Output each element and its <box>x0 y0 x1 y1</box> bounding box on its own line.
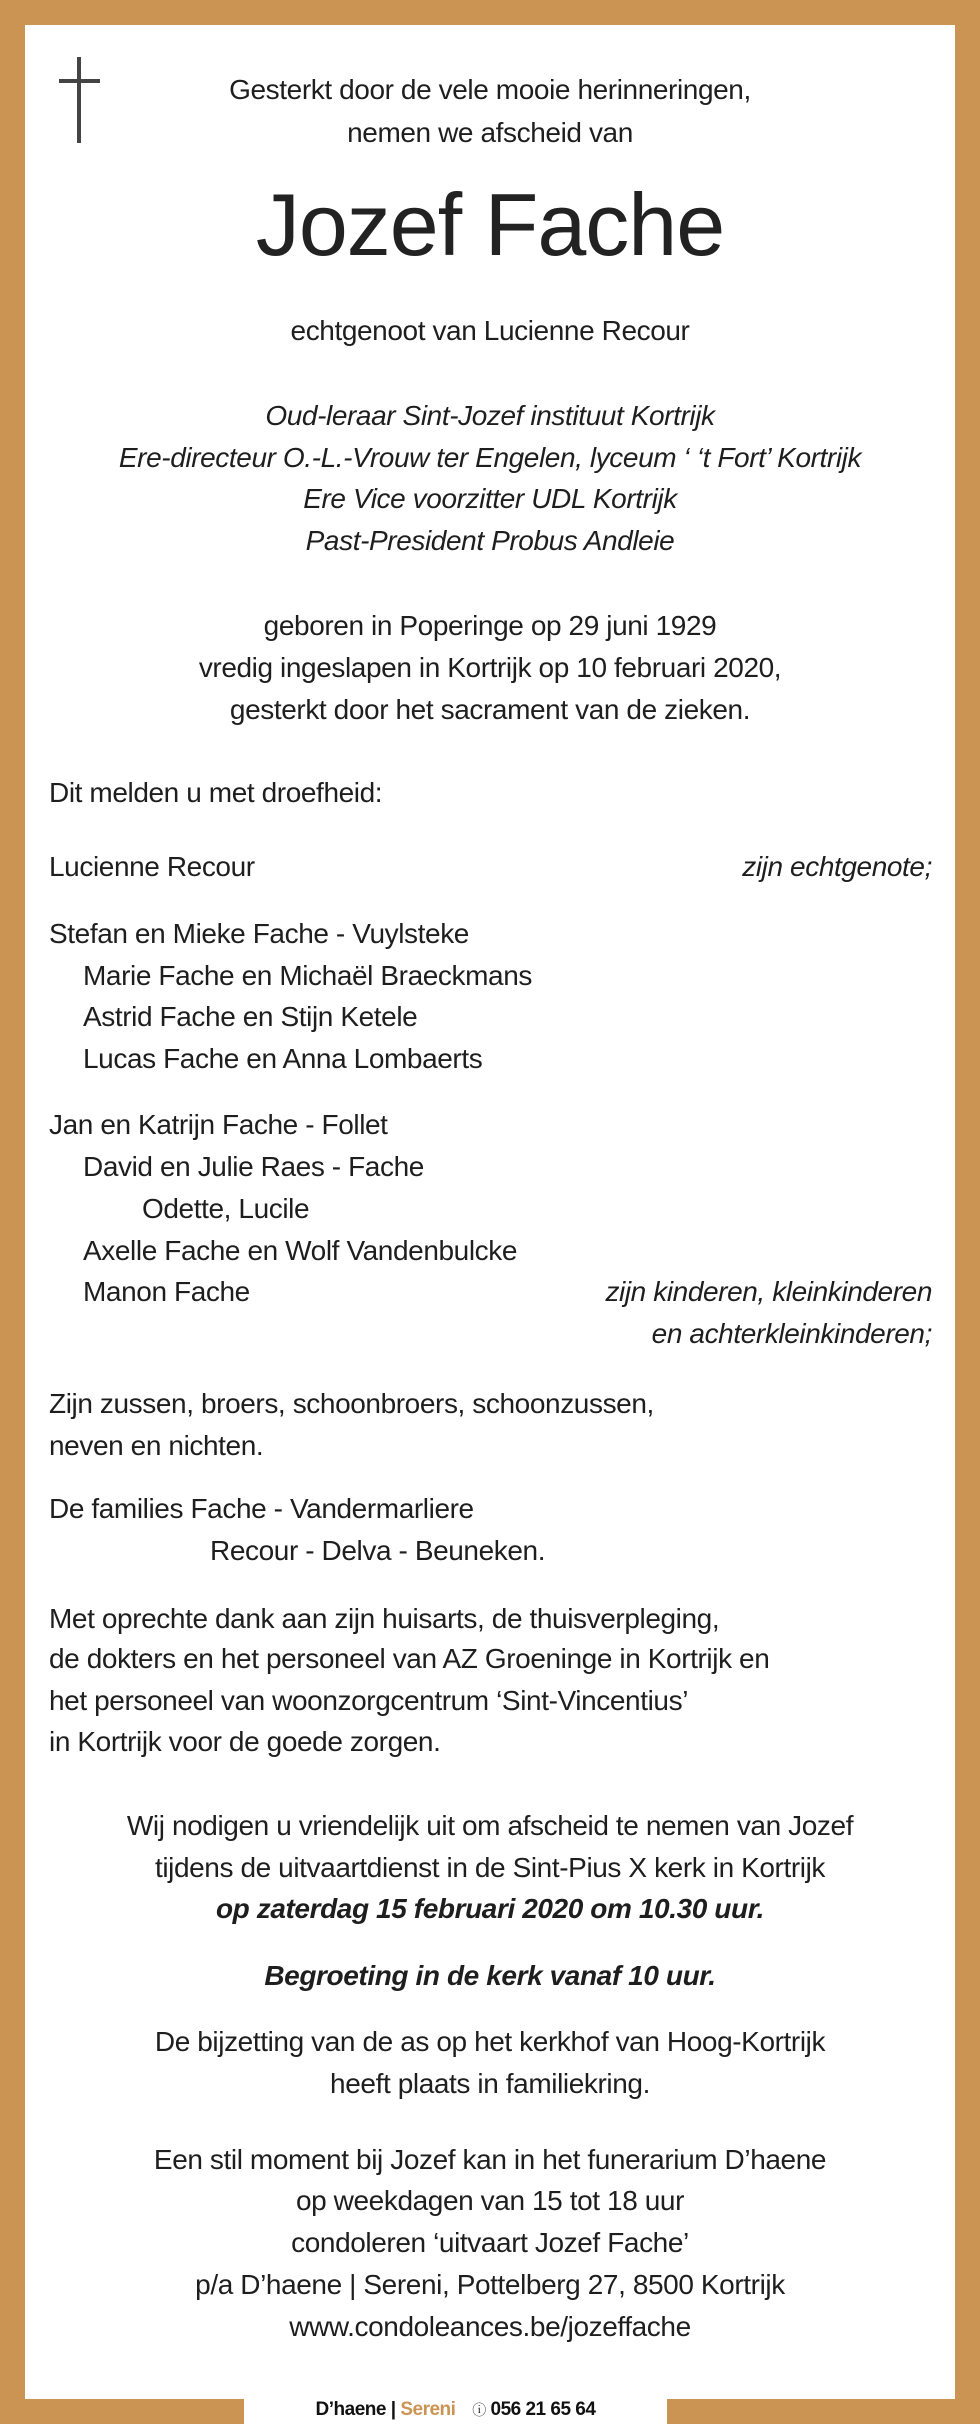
title-line: Oud-leraar Sint-Jozef instituut Kortrijk <box>265 400 715 431</box>
thanks-line: in Kortrijk voor de goede zorgen. <box>49 1726 441 1757</box>
family-member: David en Julie Raes - Fache <box>83 1151 424 1182</box>
dates-line: vredig ingeslapen in Kortrijk op 10 februari 2020, <box>198 652 782 683</box>
siblings-line: Zijn zussen, broers, schoonbroers, schoonzussen, <box>49 1388 654 1419</box>
brand-sereni: Sereni <box>400 2399 456 2420</box>
dates-line: geboren in Poperinge op 29 juni 1929 <box>263 610 717 641</box>
brand-dhaene: D’haene <box>315 2399 386 2420</box>
spouse-role: zijn echtgenote; <box>742 851 932 882</box>
burial-line: De bijzetting van de as op het kerkhof van Hoog-Kortrijk <box>154 2026 826 2057</box>
title-line: Ere Vice voorzitter UDL Kortrijk <box>303 483 677 514</box>
condolence-line: op weekdagen van 15 tot 18 uur <box>295 2185 685 2216</box>
funeral-datetime: op zaterdag 15 februari 2020 om 10.30 uur. <box>215 1893 765 1924</box>
condolence-website-link[interactable]: www.condoleances.be/jozeffache <box>289 2311 691 2342</box>
thanks-line: Met oprechte dank aan zijn huisarts, de thuisverpleging, <box>49 1603 720 1634</box>
invite-line: Wij nodigen u vriendelijk uit om afscheid te nemen van Jozef <box>126 1810 854 1841</box>
title-line: Past-President Probus Andleie <box>305 525 675 556</box>
family-member: Odette, Lucile <box>142 1193 310 1224</box>
family-member: Manon Fache <box>83 1276 250 1307</box>
condolence-address: p/a D’haene | Sereni, Pottelberg 27, 8500 Kortrijk <box>195 2269 785 2300</box>
family-member: Axelle Fache en Wolf Vandenbulcke <box>83 1235 518 1266</box>
condolence-line: condoleren ‘uitvaart Jozef Fache’ <box>291 2227 689 2258</box>
thanks-line: het personeel van woonzorgcentrum ‘Sint-Vincentius’ <box>49 1685 689 1716</box>
children-role: en achterkleinkinderen; <box>651 1318 932 1349</box>
title-line: Ere-directeur O.-L.-Vrouw ter Engelen, lyceum ‘ ‘t Fort’ Kortrijk <box>118 442 862 473</box>
condolence-line: Een stil moment bij Jozef kan in het funerarium D’haene <box>153 2144 827 2175</box>
brand-separator: | <box>390 2399 396 2420</box>
children-role: zijn kinderen, kleinkinderen <box>605 1276 932 1307</box>
family-member: Lucas Fache en Anna Lombaerts <box>83 1043 483 1074</box>
families-line: Recour - Delva - Beuneken. <box>210 1535 546 1566</box>
phone-number: 056 21 65 64 <box>490 2399 596 2420</box>
funeral-home-footer <box>244 2396 667 2424</box>
info-icon: ⓘ <box>472 2402 486 2418</box>
deceased-name: Jozef Fache <box>255 175 725 274</box>
spouse-name: Lucienne Recour <box>49 851 255 882</box>
announce-line: Dit melden u met droefheid: <box>49 777 383 808</box>
dates-line: gesterkt door het sacrament van de zieken. <box>229 694 751 725</box>
family-member: Stefan en Mieke Fache - Vuylsteke <box>49 918 469 949</box>
burial-line: heeft plaats in familiekring. <box>330 2068 650 2099</box>
intro-line: nemen we afscheid van <box>347 117 633 148</box>
thanks-line: de dokters en het personeel van AZ Groeninge in Kortrijk en <box>49 1643 770 1674</box>
family-member: Marie Fache en Michaël Braeckmans <box>83 960 532 991</box>
family-member: Astrid Fache en Stijn Ketele <box>83 1001 418 1032</box>
family-member: Jan en Katrijn Fache - Follet <box>49 1109 388 1140</box>
invite-line: tijdens de uitvaartdienst in de Sint-Pius X kerk in Kortrijk <box>154 1852 826 1883</box>
greeting-line: Begroeting in de kerk vanaf 10 uur. <box>264 1960 716 1991</box>
intro-line: Gesterkt door de vele mooie herinneringen, <box>229 74 751 105</box>
siblings-line: neven en nichten. <box>49 1430 264 1461</box>
families-line: De families Fache - Vandermarliere <box>49 1493 474 1524</box>
spouse-line: echtgenoot van Lucienne Recour <box>290 315 690 346</box>
